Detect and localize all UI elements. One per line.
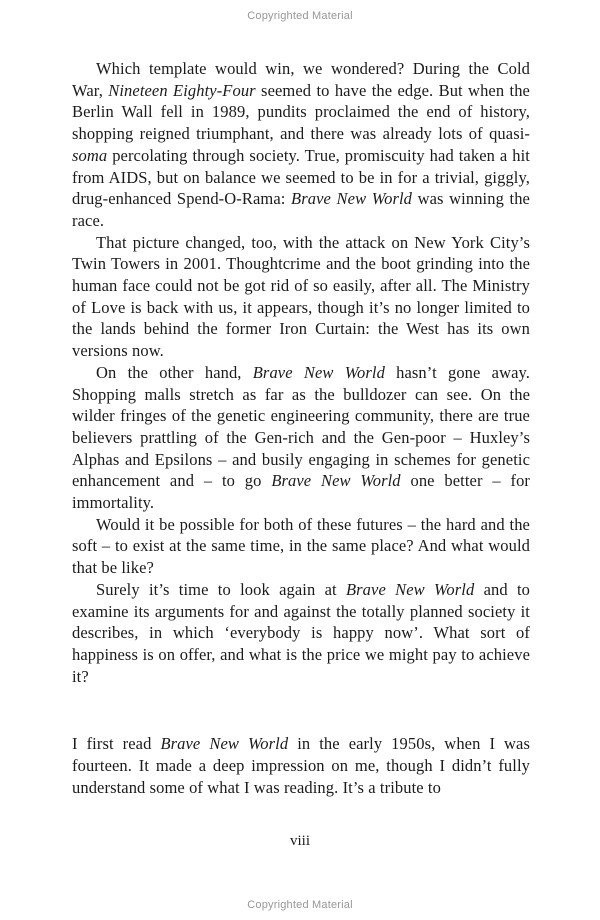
text-run: and to examine its arguments for and against the totally planned society it describes, in which ‘everybody is happy now’. What sort of happiness is on offer, and what is the price we might pay to achieve it? <box>72 579 530 686</box>
text-run: Which template would win, we wondered? During the Cold War, <box>72 59 530 100</box>
italic-text-run: soma <box>72 145 108 165</box>
page-number: viii <box>289 833 310 849</box>
italic-text-run: Nineteen Eighty-Four <box>108 80 256 100</box>
text-run: seemed to have the edge. But when the Berlin Wall fell in 1989, pundits proclaimed the end of history, shopping reigned triumphant, and there was already lots of quasi- <box>72 80 530 144</box>
text-run: in the early 1950s, when I was fourteen. It made a deep impression on me, though I didn’t fully understand some of what I was reading. It’s a tribute to <box>72 734 530 797</box>
text-run: I first read <box>72 734 161 754</box>
italic-text-run: Brave New World <box>271 471 401 491</box>
paragraph <box>72 58 530 232</box>
text-run: percolating through society. True, promiscuity had taken a hit from AIDS, but on balance we seemed to be in for a trivial, giggly, drug-enhanced Spend-O-Rama: <box>72 145 530 209</box>
italic-text-run: Brave New World <box>252 362 385 382</box>
text-run: That picture changed, too, with the attack on New York City’s Twin Towers in 2001. Thoughtcrime and the boot grinding into the human face could not be got rid of so easily, after all. The Ministry of Love is back with us, it appears, though it’s no longer limited to the lands behind the former Iron Curtain: the West has its own versions now. <box>72 232 530 361</box>
text-run: Surely it’s time to look again at <box>96 579 346 599</box>
copyright-watermark-top: Copyrighted Material <box>247 10 353 22</box>
italic-text-run: Brave New World <box>291 189 412 209</box>
text-run: Would it be possible for both of these futures – the hard and the soft – to exist at the same time, in the same place? And what would that be like? <box>72 514 530 578</box>
text-run: one better – for immortality. <box>72 471 531 513</box>
page-body <box>72 58 530 799</box>
paragraph <box>72 232 530 362</box>
italic-text-run: Brave New World <box>160 734 289 754</box>
copyright-watermark-bottom: Copyrighted Material <box>247 899 353 911</box>
italic-text-run: Brave New World <box>345 579 475 599</box>
paragraph <box>72 362 530 514</box>
text-run: On the other hand, <box>96 362 253 382</box>
paragraph <box>72 514 530 579</box>
text-run: was winning the race. <box>72 189 530 230</box>
text-run: hasn’t gone away. Shopping malls stretch as far as the bulldozer can see. On the wilder fringes of the genetic engineering community, there are true believers prattling of the Gen-rich and the Gen-poor – Huxley’s Alphas and Epsilons – and busily engaging in schemes for genetic enhancement and – to go <box>72 362 531 491</box>
paragraph <box>72 733 530 798</box>
paragraph <box>72 579 530 688</box>
